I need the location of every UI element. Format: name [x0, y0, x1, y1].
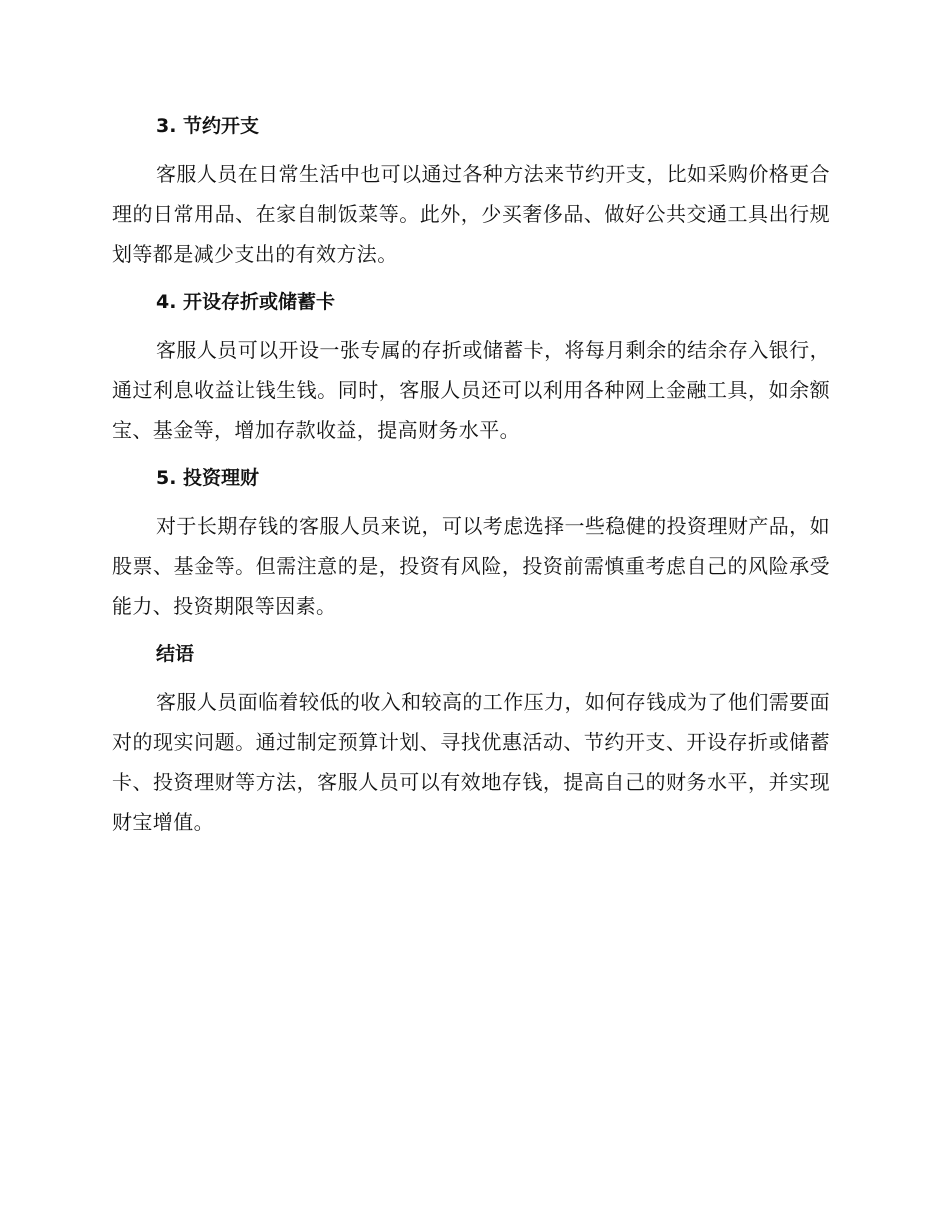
section-save-expenses: [112, 106, 830, 274]
section-heading: 4. 开设存折或储蓄卡: [156, 291, 336, 313]
section-heading: 结语: [156, 643, 195, 665]
document-body: [112, 106, 830, 842]
section-investment: [112, 458, 830, 626]
section-paragraph: 客服人员可以开设一张专属的存折或储蓄卡，将每月剩余的结余存入银行，通过利息收益让钱生钱。同时，客服人员还可以利用各种网上金融工具，如余额宝、基金等，增加存款收益，提高财务水平。: [112, 338, 830, 442]
section-heading: 3. 节约开支: [156, 115, 260, 137]
section-conclusion: [112, 634, 830, 842]
section-paragraph: 对于长期存钱的客服人员来说，可以考虑选择一些稳健的投资理财产品，如股票、基金等。但需注意的是，投资有风险，投资前需慎重考虑自己的风险承受能力、投资期限等因素。: [112, 514, 830, 618]
section-paragraph: 客服人员面临着较低的收入和较高的工作压力，如何存钱成为了他们需要面对的现实问题。通过制定预算计划、寻找优惠活动、节约开支、开设存折或储蓄卡、投资理财等方法，客服人员可以有效地存钱，提高自己的财务水平，并实现财宝增值。: [112, 690, 830, 834]
section-heading: 5. 投资理财: [156, 467, 260, 489]
section-open-account: [112, 282, 830, 450]
section-paragraph: 客服人员在日常生活中也可以通过各种方法来节约开支，比如采购价格更合理的日常用品、在家自制饭菜等。此外，少买奢侈品、做好公共交通工具出行规划等都是减少支出的有效方法。: [112, 162, 830, 266]
